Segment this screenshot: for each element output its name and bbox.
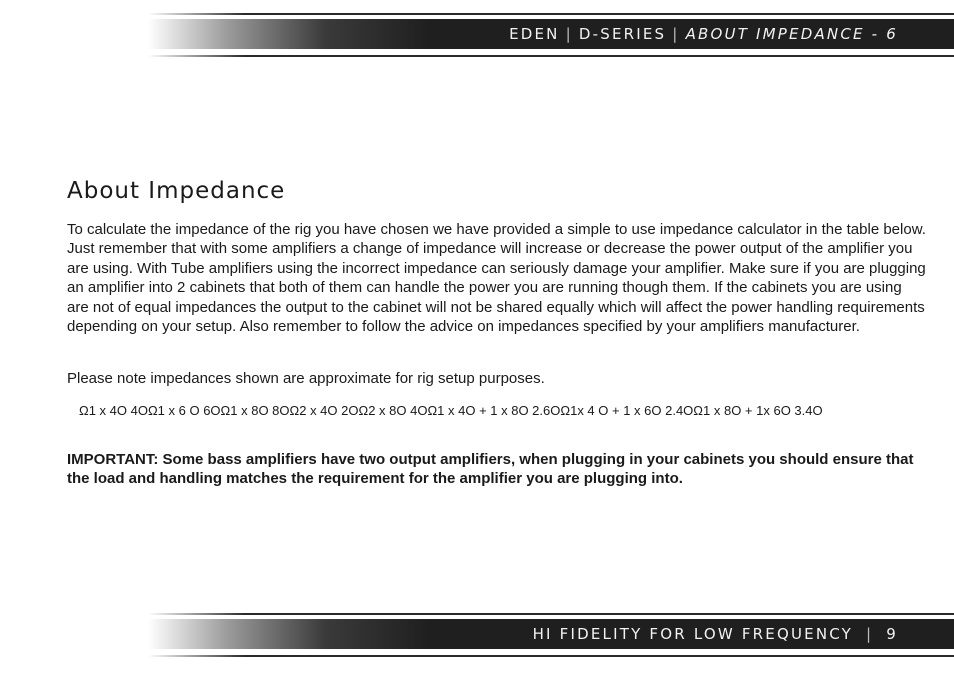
header-rule-bottom [148, 55, 954, 57]
footer-separator: | [859, 625, 881, 643]
header-band [148, 13, 954, 57]
header-brand: EDEN [509, 25, 560, 43]
header-section: ABOUT IMPEDANCE - 6 [685, 25, 898, 43]
header-separator: | [565, 25, 573, 43]
page-number: 9 [886, 625, 898, 643]
important-paragraph: IMPORTANT: Some bass amplifiers have two output amplifiers, when plugging in your cabinets you should ensure that the load and handling matches the requirement for the amplifier you are plugging into. [67, 451, 914, 488]
note-paragraph: Please note impedances shown are approximate for rig setup purposes. [67, 370, 545, 387]
intro-paragraph: To calculate the impedance of the rig you have chosen we have provided a simple to use impedance calculator in the table below. Just remember that with some amplifiers a change of impedance will increase or decrease the power output of the amplifier you are using. With Tube amplifiers using the incorrect impedance can seriously damage your amplifier. Make sure if you are plugging an amplifier into 2 cabinets that both of them can handle the power you are running though them. If the cabinets you are using are not of equal impedances the output to the cabinet will not be shared equally which will affect the power handling requirements depending on your setup. Also remember to follow the advice on impedances specified by your amplifiers manufacturer. [67, 221, 926, 336]
footer-rule-top [148, 613, 954, 615]
header-text [509, 19, 898, 49]
impedance-line: Ω1 x 4O 4OΩ1 x 6 O 6OΩ1 x 8O 8OΩ2 x 4O 2OΩ2 x 8O 4OΩ1 x 4O + 1 x 8O 2.6OΩ1x 4 O + 1 x 6O 2.4OΩ1 x 8O + 1x 6O 3.4O [79, 403, 823, 418]
footer-tagline: HI FIDELITY FOR LOW FREQUENCY [532, 625, 854, 643]
footer-text [533, 619, 898, 649]
header-series: D-SERIES [578, 25, 667, 43]
footer-rule-bottom [148, 655, 954, 657]
header-separator: | [672, 25, 680, 43]
footer-band [148, 613, 954, 657]
header-rule-top [148, 13, 954, 15]
page-title: About Impedance [67, 178, 286, 204]
